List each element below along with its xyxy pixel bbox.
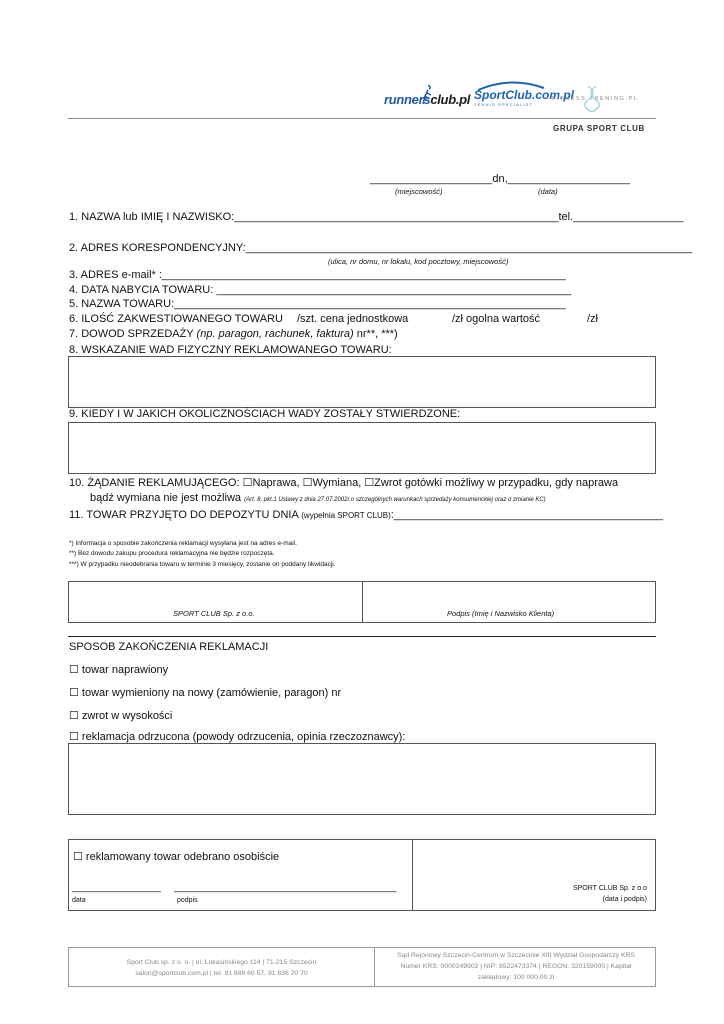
option-rejected[interactable]: ☐ reklamacja odrzucona (powody odrzucenia, opinia rzeczoznawcy): — [69, 731, 406, 743]
signature-company-label: SPORT CLUB Sp. z o.o. — [173, 609, 255, 618]
resolution-title: SPOSOB ZAKOŃCZENIA REKLAMACJI — [69, 641, 269, 653]
footer-box — [68, 947, 656, 987]
sportclub-logo — [474, 86, 574, 112]
fitness-trening-logo: FITNESS TRENING.PL — [552, 96, 639, 102]
footer-left — [69, 957, 374, 979]
field-address[interactable]: 2. ADRES KORESPONDENCYJNY:_________________________________________________________________________ — [69, 242, 693, 254]
logo-sport-text: SportClub.com.pl — [474, 88, 574, 102]
option-repaired[interactable]: ☐ towar naprawiony — [69, 664, 169, 676]
runner-figure-icon — [420, 84, 434, 106]
field-email[interactable]: 3. ADRES e-mail* :__________________________________________________________________ — [69, 269, 566, 281]
header-divider — [68, 118, 656, 119]
place-date-line[interactable]: ____________________dn,____________________ — [370, 173, 630, 185]
field-proof-of-sale[interactable] — [69, 328, 398, 340]
footer-registry: Numer KRS: 0000249902 | NIP: 8522473374 | REGON: 320159000 | Kapitał — [400, 963, 632, 970]
pickup-box — [68, 839, 656, 911]
section-divider — [68, 636, 656, 637]
circumstances-textarea[interactable] — [68, 422, 656, 474]
field-currency-label: /zł — [587, 313, 598, 325]
pickup-box-divider — [412, 840, 413, 910]
option-replaced[interactable]: ☐ towar wymieniony na nowy (zamówienie, paragon) nr — [69, 687, 342, 699]
field-quantity-label[interactable]: 6. ILOŚĆ ZAKWESTIOWANEGO TOWARU — [69, 313, 283, 325]
proof-number: nr**, ***) — [353, 328, 398, 340]
proof-label: 7. DOWOD SPRZEDAŻY — [69, 328, 197, 340]
logo-club-text: club.pl — [430, 92, 471, 107]
claim-request-cont — [90, 492, 546, 504]
group-name: GRUPA SPORT CLUB — [553, 124, 645, 133]
signature-box-company[interactable] — [68, 581, 363, 623]
field-product-name[interactable]: 5. NAZWA TOWARU:________________________________________________________________ — [69, 298, 566, 310]
field-deposit-date[interactable] — [69, 509, 663, 521]
defects-label: 8. WSKAZANIE WAD FIZYCZNY REKLAMOWANEGO TOWARU: — [69, 344, 392, 356]
footer-address: Sport Club sp. z o. o. | ul. Łukasińskiego 114 | 71-215 Szczecin — [126, 959, 317, 966]
footnote-2: **) Bez dowodu zakupu procedura reklamacyjna nie będzie rozpoczęta. — [69, 550, 275, 557]
rejection-reasons-textarea[interactable] — [68, 743, 656, 815]
pickup-date-line[interactable]: ________________ — [72, 882, 161, 893]
footer-capital: zakładowy: 100 000,00 zł — [477, 974, 555, 981]
deposit-label: 11. TOWAR PRZYJĘTO DO DEPOZYTU DNIA — [69, 509, 302, 521]
signature-client-label: Podpis (Imię i Nazwisko Klienta) — [447, 609, 555, 618]
address-hint: (ulica, nr domu, nr lokalu, kod pocztowy, miejscowość) — [328, 257, 509, 266]
footnote-3: ***) W przypadku nieodebrania towaru w terminie 3 miesięcy, zostanie on poddany likwidacji. — [69, 561, 336, 568]
logo-runners-text: runners — [384, 92, 431, 107]
signature-box-client[interactable] — [362, 581, 656, 623]
option-refund[interactable]: ☐ zwrot w wysokości — [69, 710, 173, 722]
footnote-1: *) Informacja o sposobie zakończenia reklamacji wysyłana jest na adres e-mail. — [69, 540, 297, 547]
field-unit-price-label[interactable]: /szt. cena jednostkowa — [297, 313, 409, 325]
defects-textarea[interactable] — [68, 356, 656, 408]
pickup-company: SPORT CLUB Sp. z o.o — [572, 885, 647, 892]
pickup-sign-label: podpis — [177, 897, 198, 904]
logo-sport-sub: TENNIS SPECIALIST — [474, 102, 534, 107]
footer-contact: salon@sportclub.com.pl | tel. 91 886 60 57, 91 836 20 70 — [135, 970, 308, 977]
field-name[interactable]: 1. NAZWA lub IMIĘ I NAZWISKO:_____________________________________________________tel.__________________ — [69, 211, 684, 223]
legal-basis-note: (Art. 8, pkt.1 Ustawy z dnia 27.07.2002r.o szczególnych warunkach sprzedaży konsumenckiej oraz o zmianie KC) — [244, 497, 546, 503]
swoosh-icon — [476, 80, 546, 92]
pickup-checkbox[interactable]: ☐ reklamowany towar odebrano osobiście — [73, 851, 280, 863]
footer-right — [375, 950, 657, 983]
deposit-line: :____________________________________________ — [390, 509, 664, 521]
footer-court: Sąd Rejonowy Szczecin-Centrum w Szczecinie XIII Wydział Gospodarczy KRS — [397, 952, 635, 959]
circumstances-label: 9. KIEDY I W JAKICH OKOLICZNOŚCIACH WADY ZOSTAŁY STWIERDZONE: — [69, 408, 461, 420]
deposit-hint: (wypełnia SPORT CLUB) — [301, 511, 391, 520]
dna-helix-icon — [584, 84, 600, 114]
field-purchase-date[interactable]: 4. DATA NABYCIA TOWARU: __________________________________________________________ — [69, 284, 572, 296]
place-hint: (miejscowość) — [395, 187, 443, 196]
date-hint: (data) — [538, 187, 558, 196]
pickup-sign-line[interactable]: ________________________________________ — [174, 882, 397, 893]
pickup-company-hint: (data i podpis) — [602, 896, 647, 903]
pickup-date-label: data — [72, 897, 86, 904]
claim-request-options[interactable]: 10. ŻĄDANIE REKLAMUJĄCEGO: ☐Naprawa, ☐Wymiana, ☐Zwrot gotówki możliwy w przypadku, gdy naprawa — [69, 477, 619, 489]
field-total-value-label[interactable]: /zł ogolna wartość — [452, 313, 541, 325]
proof-examples: (np. paragon, rachunek, faktura) — [196, 328, 354, 340]
claim-request-text: bądź wymiana nie jest możliwa — [90, 492, 242, 504]
